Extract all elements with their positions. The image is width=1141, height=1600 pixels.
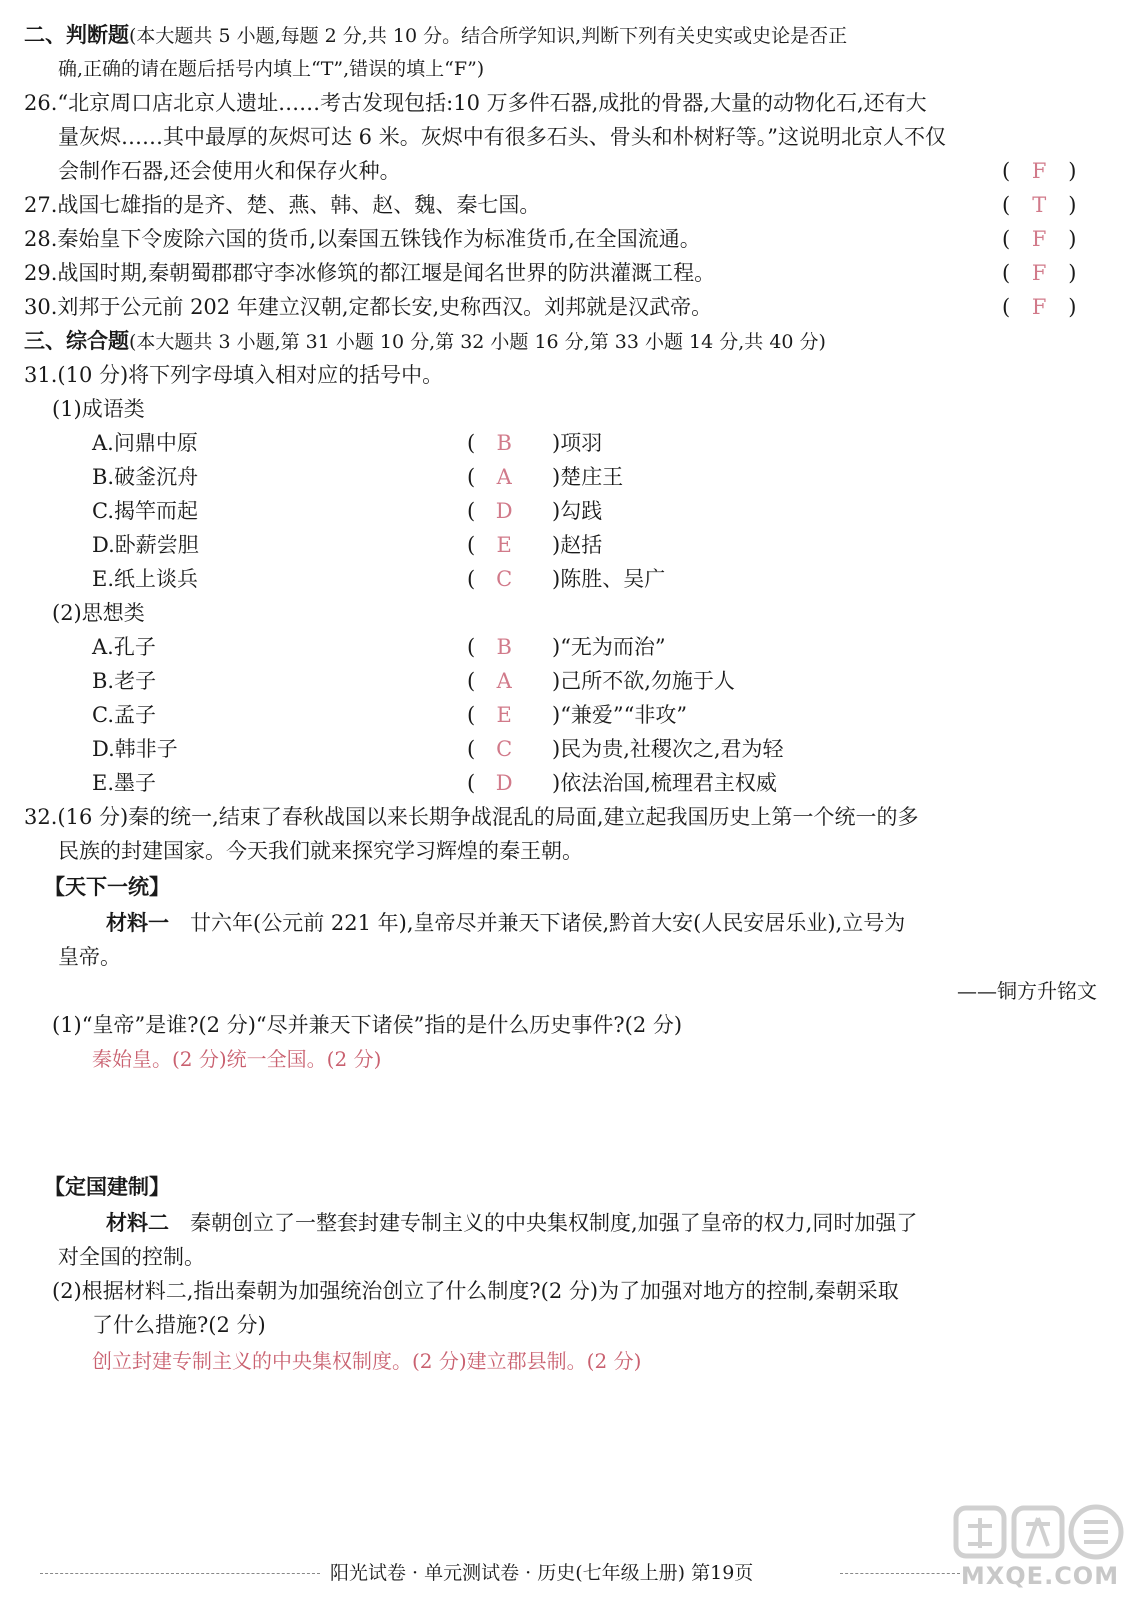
page-footer bbox=[40, 1558, 1100, 1588]
option-label: E.纸上谈兵 bbox=[92, 567, 199, 591]
answer-paren: ( D bbox=[467, 496, 533, 526]
q32-answer1: 秦始皇。(2 分)统一全国。(2 分) bbox=[92, 1047, 382, 1071]
answer-mark: E bbox=[496, 533, 512, 557]
q32-block1-heading: 【天下一统】 bbox=[44, 874, 170, 899]
q31-part1-title: (1)成语类 bbox=[52, 397, 145, 421]
q32-material2-line1 bbox=[106, 1208, 917, 1238]
section2-heading: 二、判断题 bbox=[24, 22, 129, 47]
footer-rule-right bbox=[840, 1573, 960, 1574]
q30-answer-paren: ( F ) bbox=[1002, 292, 1076, 322]
option-label: B.老子 bbox=[92, 669, 157, 693]
answer-paren: ( D bbox=[467, 768, 533, 798]
q28-line1: 28.秦始皇下令废除六国的货币,以秦国五铢钱作为标准货币,在全国流通。 bbox=[24, 227, 701, 251]
q27-line1: 27.战国七雄指的是齐、楚、燕、韩、赵、魏、秦七国。 bbox=[24, 193, 541, 217]
answer-mark: A bbox=[496, 669, 512, 693]
q27-answer-paren: ( T ) bbox=[1002, 190, 1076, 220]
section2-note-line2: 确,正确的请在题后括号内填上“T”,错误的填上“F”) bbox=[58, 58, 485, 80]
match-description: )己所不欲,勿施于人 bbox=[552, 669, 735, 693]
q27-answer: T bbox=[1032, 193, 1047, 217]
q32-question1: (1)“皇帝”是谁?(2 分)“尽并兼天下诸侯”指的是什么历史事件?(2 分) bbox=[52, 1013, 683, 1037]
answer-paren: ( B bbox=[467, 632, 533, 662]
q26-answer-paren: ( F ) bbox=[1002, 156, 1076, 186]
q32-answer2: 创立封建专制主义的中央集权制度。(2 分)建立郡县制。(2 分) bbox=[92, 1349, 642, 1373]
match-description: )民为贵,社稷次之,君为轻 bbox=[552, 737, 784, 761]
answer-mark: D bbox=[495, 499, 513, 523]
q31-stem: 31.(10 分)将下列字母填入相对应的括号中。 bbox=[24, 363, 444, 387]
option-label: A.孔子 bbox=[92, 635, 156, 659]
q29-line1: 29.战国时期,秦朝蜀郡郡守李冰修筑的都江堰是闻名世界的防洪灌溉工程。 bbox=[24, 261, 716, 285]
answer-paren: ( E bbox=[467, 700, 533, 730]
q32-material1-line1 bbox=[106, 908, 905, 938]
material1-label: 材料一 bbox=[106, 910, 169, 935]
watermark-logo bbox=[950, 1500, 1130, 1570]
q32-stem-line2: 民族的封建国家。今天我们就来探究学习辉煌的秦王朝。 bbox=[58, 839, 583, 863]
watermark-site: MXQE.COM bbox=[960, 1562, 1120, 1590]
section3-heading: 三、综合题 bbox=[24, 328, 129, 353]
answer-mark: C bbox=[496, 737, 513, 761]
q32-question2-line1: (2)根据材料二,指出秦朝为加强统治创立了什么制度?(2 分)为了加强对地方的控制,秦朝采取 bbox=[52, 1279, 899, 1303]
match-description: )陈胜、吴广 bbox=[552, 567, 666, 591]
option-label: C.孟子 bbox=[92, 703, 156, 727]
q32-stem-line1: 32.(16 分)秦的统一,结束了春秋战国以来长期争战混乱的局面,建立起我国历史上第一个统一的多 bbox=[24, 805, 919, 829]
match-description: )赵括 bbox=[552, 533, 603, 557]
material2-text: 秦朝创立了一整套封建专制主义的中央集权制度,加强了皇帝的权力,同时加强了 bbox=[190, 1211, 918, 1235]
answer-paren: ( C bbox=[467, 564, 533, 594]
material2-label: 材料二 bbox=[106, 1210, 169, 1235]
answer-mark: B bbox=[496, 635, 512, 659]
option-label: E.墨子 bbox=[92, 771, 157, 795]
answer-mark: B bbox=[496, 431, 512, 455]
answer-paren: ( A bbox=[467, 462, 533, 492]
match-description: )“无为而治” bbox=[552, 635, 666, 659]
q32-material1-line2: 皇帝。 bbox=[58, 945, 121, 969]
option-label: D.卧薪尝胆 bbox=[92, 533, 199, 557]
watermark bbox=[950, 1500, 1130, 1595]
q26-line1: 26.“北京周口店北京人遗址……考古发现包括:10 万多件石器,成批的骨器,大量的动物化石,还有大 bbox=[24, 91, 927, 115]
q26-line3: 会制作石器,还会使用火和保存火种。 bbox=[58, 159, 401, 183]
footer-text: 阳光试卷 · 单元测试卷 · 历史(七年级上册) 第19页 bbox=[320, 1558, 763, 1588]
material1-text: 廿六年(公元前 221 年),皇帝尽并兼天下诸侯,黔首大安(人民安居乐业),立号为 bbox=[190, 911, 906, 935]
option-label: B.破釜沉舟 bbox=[92, 465, 199, 489]
match-description: )勾践 bbox=[552, 499, 603, 523]
q32-material2-line2: 对全国的控制。 bbox=[58, 1245, 205, 1269]
answer-paren: ( A bbox=[467, 666, 533, 696]
q28-answer-paren: ( F ) bbox=[1002, 224, 1076, 254]
answer-paren: ( C bbox=[467, 734, 533, 764]
q32-question2-line2: 了什么措施?(2 分) bbox=[92, 1313, 266, 1337]
section2-note: (本大题共 5 小题,每题 2 分,共 10 分。结合所学知识,判断下列有关史实或史论是否正 bbox=[129, 25, 848, 47]
q32-block2-heading: 【定国建制】 bbox=[44, 1174, 170, 1199]
q29-answer-paren: ( F ) bbox=[1002, 258, 1076, 288]
match-description: )“兼爱”“非攻” bbox=[552, 703, 688, 727]
match-description: )楚庄王 bbox=[552, 465, 624, 489]
match-description: )项羽 bbox=[552, 431, 603, 455]
section3-note: (本大题共 3 小题,第 31 小题 10 分,第 32 小题 16 分,第 33 小题 14 分,共 40 分) bbox=[129, 331, 826, 353]
footer-rule-left bbox=[40, 1573, 320, 1574]
q26-line2: 量灰烬……其中最厚的灰烬可达 6 米。灰烬中有很多石头、骨头和朴树籽等。”这说明北京人不仅 bbox=[58, 125, 946, 149]
material1-source: ——铜方升铭文 bbox=[957, 979, 1097, 1003]
q30-answer: F bbox=[1031, 295, 1047, 319]
answer-paren: ( E bbox=[467, 530, 533, 560]
option-label: D.韩非子 bbox=[92, 737, 178, 761]
q26-answer: F bbox=[1031, 159, 1047, 183]
q28-answer: F bbox=[1031, 227, 1047, 251]
answer-mark: D bbox=[495, 771, 513, 795]
section3-heading-line bbox=[24, 326, 826, 357]
q31-part2-title: (2)思想类 bbox=[52, 601, 145, 625]
option-label: A.问鼎中原 bbox=[92, 431, 198, 455]
answer-mark: A bbox=[496, 465, 512, 489]
match-description: )依法治国,梳理君主权威 bbox=[552, 771, 777, 795]
q30-line1: 30.刘邦于公元前 202 年建立汉朝,定都长安,史称西汉。刘邦就是汉武帝。 bbox=[24, 295, 713, 319]
option-label: C.揭竿而起 bbox=[92, 499, 198, 523]
answer-paren: ( B bbox=[467, 428, 533, 458]
section2-heading-line bbox=[24, 20, 847, 51]
q29-answer: F bbox=[1031, 261, 1047, 285]
answer-mark: C bbox=[496, 567, 513, 591]
answer-mark: E bbox=[496, 703, 512, 727]
